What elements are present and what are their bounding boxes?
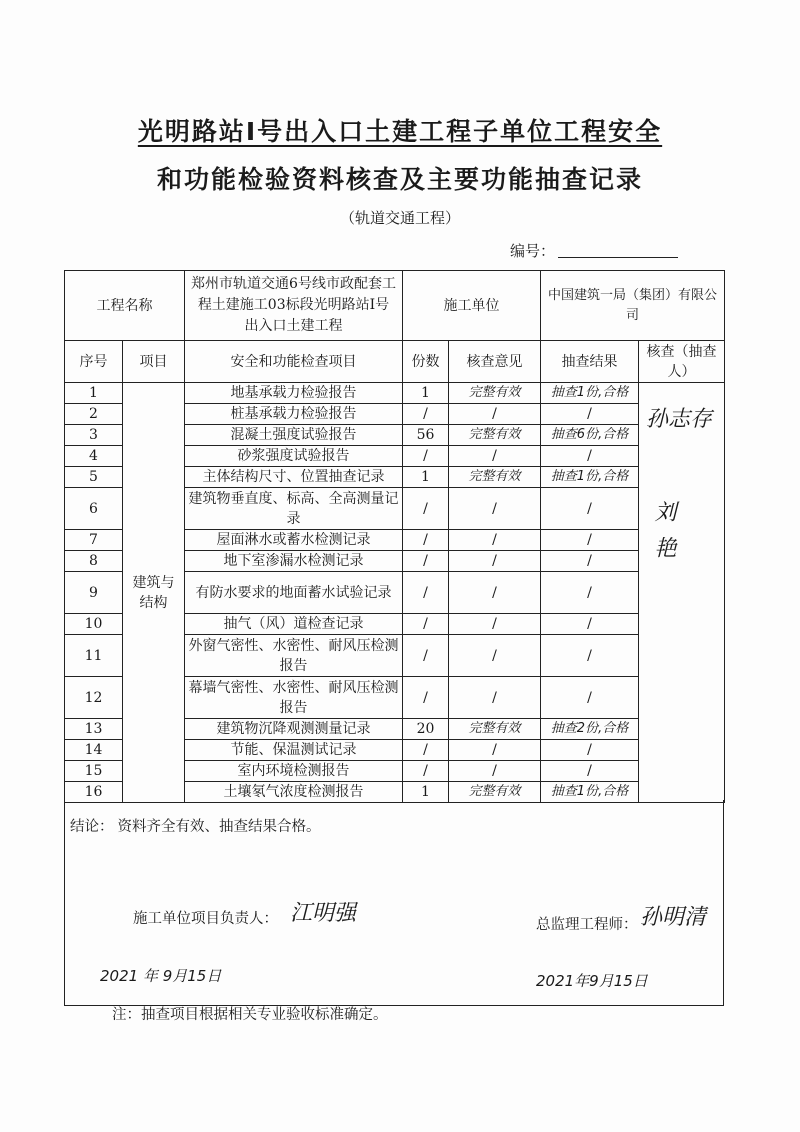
row-check-item: 土壤氡气浓度检测报告 — [185, 782, 403, 803]
row-result: 抽查1份,合格 — [541, 467, 639, 488]
row-opinion: 完整有效 — [449, 425, 541, 446]
row-count: / — [403, 551, 449, 572]
row-opinion: 完整有效 — [449, 782, 541, 803]
row-result: / — [541, 761, 639, 782]
supervisor-label: 总监理工程师： — [536, 917, 638, 933]
row-seq: 9 — [65, 572, 123, 614]
conclusion-text: 资料齐全有效、抽查结果合格。 — [117, 819, 321, 835]
contractor-date: 2021 年 9月15日 — [100, 967, 222, 985]
row-count: / — [403, 446, 449, 467]
row-opinion: / — [449, 740, 541, 761]
row-check-item: 桩基承载力检验报告 — [185, 404, 403, 425]
row-count: / — [403, 677, 449, 719]
row-seq: 12 — [65, 677, 123, 719]
contractor-pm-signature: 江明强 — [290, 901, 357, 926]
row-opinion: / — [449, 572, 541, 614]
row-result: / — [541, 446, 639, 467]
row-opinion: / — [449, 614, 541, 635]
row-opinion: 完整有效 — [449, 467, 541, 488]
row-count: / — [403, 635, 449, 677]
row-check-item: 地基承载力检验报告 — [185, 383, 403, 404]
conclusion — [70, 815, 321, 836]
col-header-count: 份数 — [403, 341, 449, 383]
row-check-item: 室内环境检测报告 — [185, 761, 403, 782]
row-seq: 4 — [65, 446, 123, 467]
category-cell: 建筑与结构 — [123, 383, 185, 803]
row-check-item: 建筑物沉降观测测量记录 — [185, 719, 403, 740]
row-opinion: / — [449, 551, 541, 572]
title-line-2: 和功能检验资料核查及主要功能抽查记录 — [156, 165, 643, 194]
row-result: / — [541, 677, 639, 719]
row-count: 56 — [403, 425, 449, 446]
row-check-item: 抽气（风）道检查记录 — [185, 614, 403, 635]
row-seq: 11 — [65, 635, 123, 677]
contractor-value: 中国建筑一局（集团）有限公司 — [541, 271, 725, 341]
row-count: 1 — [403, 383, 449, 404]
inspection-table — [64, 270, 725, 803]
row-count: 1 — [403, 782, 449, 803]
row-seq: 7 — [65, 530, 123, 551]
contractor-pm-label: 施工单位项目负责人： — [133, 911, 278, 927]
row-result: 抽查1份,合格 — [541, 383, 639, 404]
row-result: / — [541, 530, 639, 551]
row-seq: 5 — [65, 467, 123, 488]
row-check-item: 屋面淋水或蓄水检测记录 — [185, 530, 403, 551]
col-header-opinion: 核查意见 — [449, 341, 541, 383]
row-count: 20 — [403, 719, 449, 740]
row-seq: 15 — [65, 761, 123, 782]
row-check-item: 地下室渗漏水检测记录 — [185, 551, 403, 572]
row-opinion: / — [449, 677, 541, 719]
row-count: / — [403, 530, 449, 551]
row-result: 抽查2份,合格 — [541, 719, 639, 740]
row-result: / — [541, 488, 639, 530]
row-result: / — [541, 551, 639, 572]
row-result: / — [541, 572, 639, 614]
row-check-item: 建筑物垂直度、标高、全高测量记录 — [185, 488, 403, 530]
row-count: / — [403, 740, 449, 761]
row-check-item: 混凝土强度试验报告 — [185, 425, 403, 446]
col-header-item: 项目 — [123, 341, 185, 383]
col-header-seq: 序号 — [65, 341, 123, 383]
row-result: 抽查1份,合格 — [541, 782, 639, 803]
row-opinion: / — [449, 761, 541, 782]
row-check-item: 外窗气密性、水密性、耐风压检测报告 — [185, 635, 403, 677]
row-result: / — [541, 740, 639, 761]
row-opinion: / — [449, 446, 541, 467]
reviewer-signature-2: 刘艳 — [651, 500, 676, 572]
row-result: / — [541, 404, 639, 425]
row-opinion: / — [449, 488, 541, 530]
row-count: / — [403, 761, 449, 782]
col-header-reviewer: 核查（抽查人） — [639, 341, 725, 383]
row-seq: 14 — [65, 740, 123, 761]
row-count: / — [403, 488, 449, 530]
footnote: 注：抽查项目根据相关专业验收标准确定。 — [112, 1007, 388, 1023]
row-result: 抽查6份,合格 — [541, 425, 639, 446]
project-name-label: 工程名称 — [65, 271, 185, 341]
row-opinion: / — [449, 635, 541, 677]
col-header-result: 抽查结果 — [541, 341, 639, 383]
title-line-1: 光明路站Ⅰ号出入口土建工程子单位工程安全 — [137, 117, 663, 146]
row-check-item: 节能、保温测试记录 — [185, 740, 403, 761]
row-opinion: / — [449, 404, 541, 425]
row-check-item: 主体结构尺寸、位置抽查记录 — [185, 467, 403, 488]
table-row — [65, 383, 725, 404]
row-seq: 16 — [65, 782, 123, 803]
row-opinion: / — [449, 530, 541, 551]
row-count: / — [403, 572, 449, 614]
row-seq: 3 — [65, 425, 123, 446]
row-seq: 10 — [65, 614, 123, 635]
supervisor-date: 2021年9月15日 — [536, 972, 648, 990]
row-seq: 6 — [65, 488, 123, 530]
row-count: / — [403, 404, 449, 425]
row-result: / — [541, 614, 639, 635]
row-check-item: 有防水要求的地面蓄水试验记录 — [185, 572, 403, 614]
row-seq: 8 — [65, 551, 123, 572]
row-check-item: 砂浆强度试验报告 — [185, 446, 403, 467]
project-name-value: 郑州市轨道交通6号线市政配套工程土建施工03标段光明路站Ⅰ号出入口土建工程 — [185, 271, 403, 341]
serial-label: 编号： — [510, 242, 556, 260]
row-seq: 1 — [65, 383, 123, 404]
row-check-item: 幕墙气密性、水密性、耐风压检测报告 — [185, 677, 403, 719]
row-opinion: 完整有效 — [449, 383, 541, 404]
row-seq: 2 — [65, 404, 123, 425]
row-count: / — [403, 614, 449, 635]
row-count: 1 — [403, 467, 449, 488]
row-result: / — [541, 635, 639, 677]
serial-field — [558, 257, 678, 258]
conclusion-label: 结论： — [70, 819, 114, 835]
reviewer-cell — [639, 383, 725, 803]
reviewer-signature-1: 孙志存 — [646, 407, 713, 432]
row-seq: 13 — [65, 719, 123, 740]
subtitle: （轨道交通工程） — [339, 209, 460, 227]
supervisor-signature: 孙明清 — [640, 905, 707, 930]
row-opinion: 完整有效 — [449, 719, 541, 740]
col-header-check: 安全和功能检查项目 — [185, 341, 403, 383]
contractor-label: 施工单位 — [403, 271, 541, 341]
